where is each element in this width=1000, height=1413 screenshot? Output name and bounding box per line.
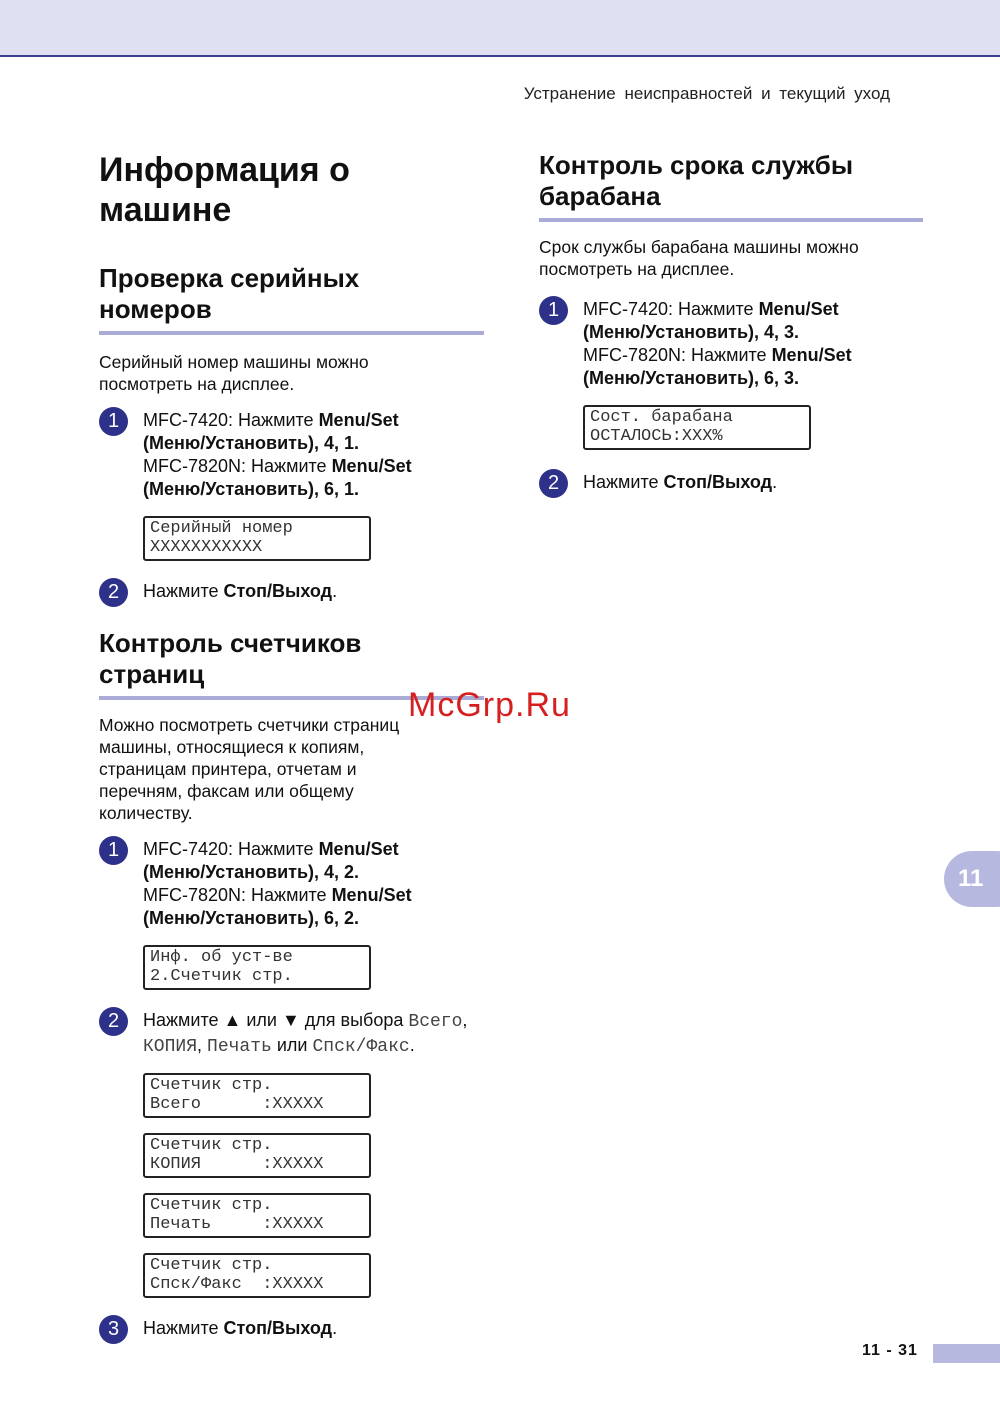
serial-step-2 [99, 580, 484, 603]
menu-key-ru: (Меню/Установить) [583, 368, 755, 388]
lcd-display [143, 945, 371, 990]
serial-intro-line2: посмотреть на дисплее. [99, 374, 295, 394]
menu-key: Menu [771, 345, 819, 365]
counter-heading [99, 628, 484, 690]
running-header: Устранение неисправностей и текущий уход [523, 84, 890, 103]
counter-step-1 [99, 838, 484, 930]
lcd-display [583, 405, 811, 450]
page-title-line1: Информация о [99, 151, 350, 189]
stop-exit-key: Стоп/Выход [223, 581, 333, 601]
lcd-line: Печать :XXXXX [150, 1214, 324, 1234]
menu-key: Menu [318, 839, 366, 859]
counter-intro-line: перечням, факсам или общему [99, 781, 354, 801]
lcd-line: КОПИЯ :XXXXX [150, 1154, 324, 1174]
counter-heading-line1: Контроль счетчиков [99, 628, 362, 658]
lcd-line: Сост. барабана [590, 408, 733, 427]
page-title-line2: машине [99, 191, 232, 229]
page-title [99, 150, 484, 230]
step-text: MFC-7820N: Нажмите [143, 885, 332, 905]
lcd-line: Счетчик стр. [150, 1136, 273, 1155]
step-text: Нажмите [143, 1318, 224, 1338]
key-sequence: , 4, 1. [314, 433, 360, 453]
lcd-line: Счетчик стр. [150, 1076, 273, 1095]
option-print: Печать [207, 1037, 272, 1057]
counter-intro-line: машины, относящиеся к копиям, [99, 737, 365, 757]
footer-bar [933, 1344, 1000, 1363]
menu-key-ru: (Меню/Установить) [143, 433, 315, 453]
key-sequence: , 6, 3. [754, 368, 800, 388]
lcd-line: Всего :XXXXX [150, 1094, 324, 1114]
key-sequence: , 4, 2. [314, 862, 360, 882]
lcd-line: ОСТАЛОСЬ:XXX% [590, 426, 723, 446]
menu-key: Menu [318, 410, 366, 430]
set-key: /Set [378, 456, 412, 476]
lcd-line: Серийный номер [150, 519, 293, 538]
lcd-line: XXXXXXXXXXX [150, 537, 263, 557]
step-text: MFC-7420: Нажмите [143, 410, 319, 430]
key-sequence: , 4, 3. [754, 322, 800, 342]
counter-intro [99, 714, 484, 824]
menu-key-ru: (Меню/Установить) [143, 908, 315, 928]
step-text: . [409, 1035, 415, 1055]
serial-intro-line1: Серийный номер машины можно [99, 352, 369, 372]
drum-heading-line1: Контроль срока службы [539, 150, 854, 180]
step-text: или [271, 1035, 313, 1055]
lcd-display [143, 1073, 371, 1118]
page-number: 11 - 31 [862, 1342, 918, 1359]
lcd-display [143, 516, 371, 561]
lcd-display [143, 1193, 371, 1238]
step-text: . [772, 472, 778, 492]
option-total: Всего [408, 1012, 463, 1032]
menu-key: Menu [331, 885, 379, 905]
step-number: 3 [99, 1315, 128, 1344]
step-text: . [332, 1318, 338, 1338]
lcd-line: Счетчик стр. [150, 1196, 273, 1215]
serial-step-1 [99, 409, 484, 501]
lcd-display [143, 1133, 371, 1178]
drum-step-1 [539, 298, 923, 390]
set-key: /Set [365, 410, 399, 430]
left-column [99, 150, 484, 1340]
stop-exit-key: Стоп/Выход [663, 472, 773, 492]
counter-intro-line: Можно посмотреть счетчики страниц [99, 715, 400, 735]
drum-heading-line2: барабана [539, 181, 661, 211]
set-key: /Set [378, 885, 412, 905]
step-number: 1 [539, 296, 568, 325]
counter-heading-line2: страниц [99, 659, 205, 689]
step-text: MFC-7820N: Нажмите [583, 345, 772, 365]
serial-heading-line1: Проверка серийных [99, 263, 360, 293]
step-text: Нажмите ▲ или ▼ для выбора [143, 1010, 409, 1030]
step-text: , [462, 1010, 468, 1030]
counter-step-2 [99, 1009, 498, 1059]
step-text: . [332, 581, 338, 601]
menu-key-ru: (Меню/Установить) [583, 322, 755, 342]
stop-exit-key: Стоп/Выход [223, 1318, 333, 1338]
set-key: /Set [818, 345, 852, 365]
step-number: 2 [99, 1007, 128, 1036]
chapter-tab: 11 [944, 851, 1000, 907]
serial-heading-line2: номеров [99, 294, 212, 324]
lcd-line: Счетчик стр. [150, 1256, 273, 1275]
lcd-line: 2.Счетчик стр. [150, 966, 293, 986]
step-number: 2 [539, 469, 568, 498]
counter-intro-line: страницам принтера, отчетам и [99, 759, 357, 779]
serial-heading [99, 263, 484, 325]
drum-intro-line2: посмотреть на дисплее. [539, 259, 735, 279]
step-text: MFC-7820N: Нажмите [143, 456, 332, 476]
set-key: /Set [365, 839, 399, 859]
drum-step-2 [539, 471, 923, 494]
drum-heading [539, 150, 923, 212]
menu-key: Menu [758, 299, 806, 319]
option-copy: КОПИЯ [143, 1037, 198, 1057]
watermark: McGrp.Ru [408, 686, 571, 724]
set-key: /Set [805, 299, 839, 319]
menu-key: Menu [331, 456, 379, 476]
serial-intro [99, 351, 484, 395]
lcd-line: Спск/Факс :XXXXX [150, 1274, 324, 1294]
counter-intro-line: количеству. [99, 803, 193, 823]
option-list-fax: Спск/Факс [312, 1037, 410, 1057]
lcd-line: Инф. об уст-ве [150, 948, 293, 967]
step-number: 1 [99, 407, 128, 436]
lcd-display [143, 1253, 371, 1298]
step-text: Нажмите [583, 472, 664, 492]
step-text: , [197, 1035, 208, 1055]
right-column [539, 150, 923, 494]
step-text: MFC-7420: Нажмите [583, 299, 759, 319]
step-text: MFC-7420: Нажмите [143, 839, 319, 859]
drum-intro-line1: Срок службы барабана машины можно [539, 237, 859, 257]
step-number: 2 [99, 578, 128, 607]
key-sequence: , 6, 2. [314, 908, 360, 928]
step-number: 1 [99, 836, 128, 865]
drum-intro [539, 236, 923, 280]
key-sequence: , 6, 1. [314, 479, 360, 499]
step-text: Нажмите [143, 581, 224, 601]
menu-key-ru: (Меню/Установить) [143, 862, 315, 882]
menu-key-ru: (Меню/Установить) [143, 479, 315, 499]
top-band [0, 0, 1000, 57]
counter-step-3 [99, 1317, 484, 1340]
